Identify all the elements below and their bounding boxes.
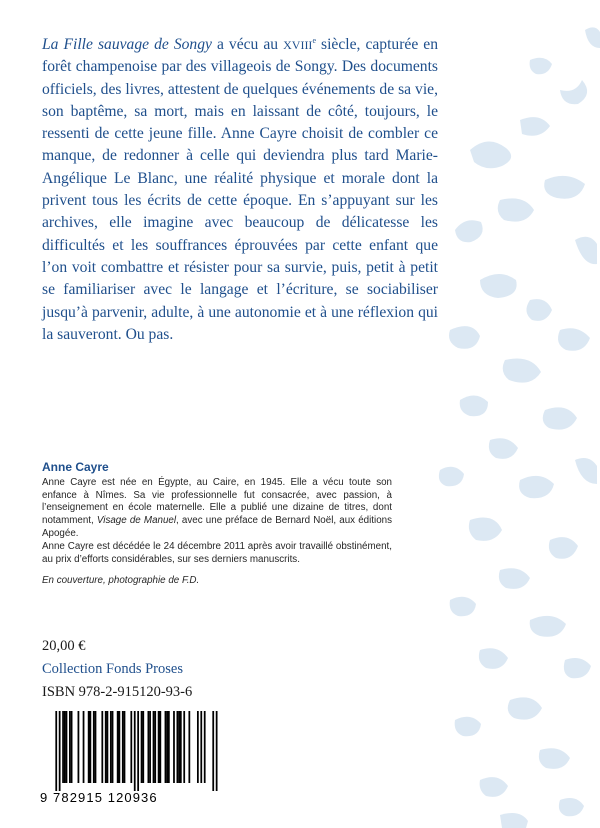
barcode-bar <box>93 711 95 783</box>
isbn: ISBN 978-2-915120-93-6 <box>42 684 193 700</box>
barcode-bar <box>200 711 202 783</box>
barcode-bar <box>101 711 103 783</box>
summary-lead: a vécu au <box>211 36 284 53</box>
bio-book-title: Visage de Manuel <box>96 515 177 527</box>
barcode-bar <box>112 711 114 783</box>
barcode-bar <box>122 711 124 783</box>
book-title: La Fille sauvage de Songy <box>42 36 212 53</box>
barcode-bar <box>149 711 151 783</box>
barcode-bar <box>154 711 156 783</box>
barcode-bar <box>141 711 143 783</box>
barcode-bar <box>188 711 190 783</box>
barcode-bar <box>88 711 90 783</box>
barcode-bar <box>78 711 80 783</box>
barcode-bar <box>55 711 57 791</box>
barcode-bar <box>212 711 214 791</box>
barcode-bar <box>105 711 107 783</box>
barcode-bar <box>110 711 112 783</box>
barcode-bar <box>130 711 132 783</box>
barcode-bar <box>183 711 185 783</box>
barcode-bar <box>119 711 121 783</box>
bio-text-b: , avec une préface de Bernard Noël, aux éditions Apogée. <box>42 515 392 539</box>
cover-credit: En couverture, photographie de F.D. <box>42 575 200 587</box>
barcode-bar <box>95 711 97 783</box>
barcode-bar <box>137 711 139 791</box>
barcode-bar <box>178 711 180 783</box>
barcode-bar <box>173 711 175 783</box>
bio-text-a: Anne Cayre est née en Égypte, au Caire, en 1945. Elle a vécu toute son enfance à Nîmes. Sa vie professionnelle fut consacrée, avec passion, à l’enseignement en école maternelle. Elle a publié une dizaine de titres, dont notamment, <box>42 476 392 527</box>
barcode-bar <box>89 711 91 783</box>
barcode-bar <box>204 711 206 783</box>
summary-paragraph <box>42 34 438 346</box>
barcode-bar <box>69 711 71 783</box>
barcode-bar <box>216 711 218 791</box>
barcode-bar <box>66 711 68 783</box>
author-name: Anne Cayre <box>42 460 109 474</box>
author-bio <box>42 461 392 588</box>
barcode-bar <box>159 711 161 783</box>
barcode-bar <box>166 711 168 783</box>
barcode-bar <box>124 711 126 783</box>
barcode-bar <box>180 711 182 783</box>
barcode-bar <box>62 711 64 783</box>
back-cover-summary <box>42 34 438 346</box>
barcode-bar <box>148 711 150 783</box>
barcode-bar <box>83 711 85 783</box>
barcode-bar <box>71 711 73 783</box>
barcode-bars <box>40 711 226 791</box>
barcode-bar <box>165 711 167 783</box>
century-superscript: e <box>312 35 316 45</box>
price: 20,00 € <box>42 638 86 654</box>
bio-paragraph-2: Anne Cayre est décédée le 24 décembre 2011 après avoir travaillé obstinément, au prix d’efforts considérables, sur ses derniers manuscrits. <box>42 540 392 565</box>
barcode-bar <box>197 711 199 783</box>
barcode-bar <box>107 711 109 783</box>
summary-body: siècle, capturée en forêt champenoise par des villageois de Songy. Des documents officiels, des livres, attestent de quelques événements de sa vie, son baptême, sa mort, mais en laissant de côté, toujours, le ressenti de cette jeune fille. Anne Cayre choisit de combler ce manque, de redonner à celle qui deviendra plus tard Marie-Angélique Le Blanc, une réalité physique et morale dont la privent tous les écrits de cette époque. En s’appuyant sur les archives, elle imagine avec beaucoup de délicatesse les difficultés et les souffrances éprouvées par cette enfant que l’on voit combattre et résister pour sa survie, puis, petit à petit se familiariser avec le langage et l’écriture, se sociabiliser jusqu’à parvenir, adulte, à une autonomie et à une réflexion qui la sauveront. Ou pas. <box>42 36 438 343</box>
barcode-bar <box>134 711 136 791</box>
barcode-bar <box>64 711 66 783</box>
barcode-bar <box>153 711 155 783</box>
barcode-bar <box>168 711 170 783</box>
collection-name: Collection Fonds Proses <box>42 661 183 677</box>
barcode-bar <box>59 711 61 791</box>
barcode-bar <box>177 711 179 783</box>
barcode-bar <box>158 711 160 783</box>
barcode-bar <box>117 711 119 783</box>
barcode-digits: 9 782915 120936 <box>40 790 158 805</box>
barcode-bar <box>142 711 144 783</box>
century-numeral: XVIII <box>283 38 313 52</box>
bio-paragraph-1 <box>42 477 392 541</box>
